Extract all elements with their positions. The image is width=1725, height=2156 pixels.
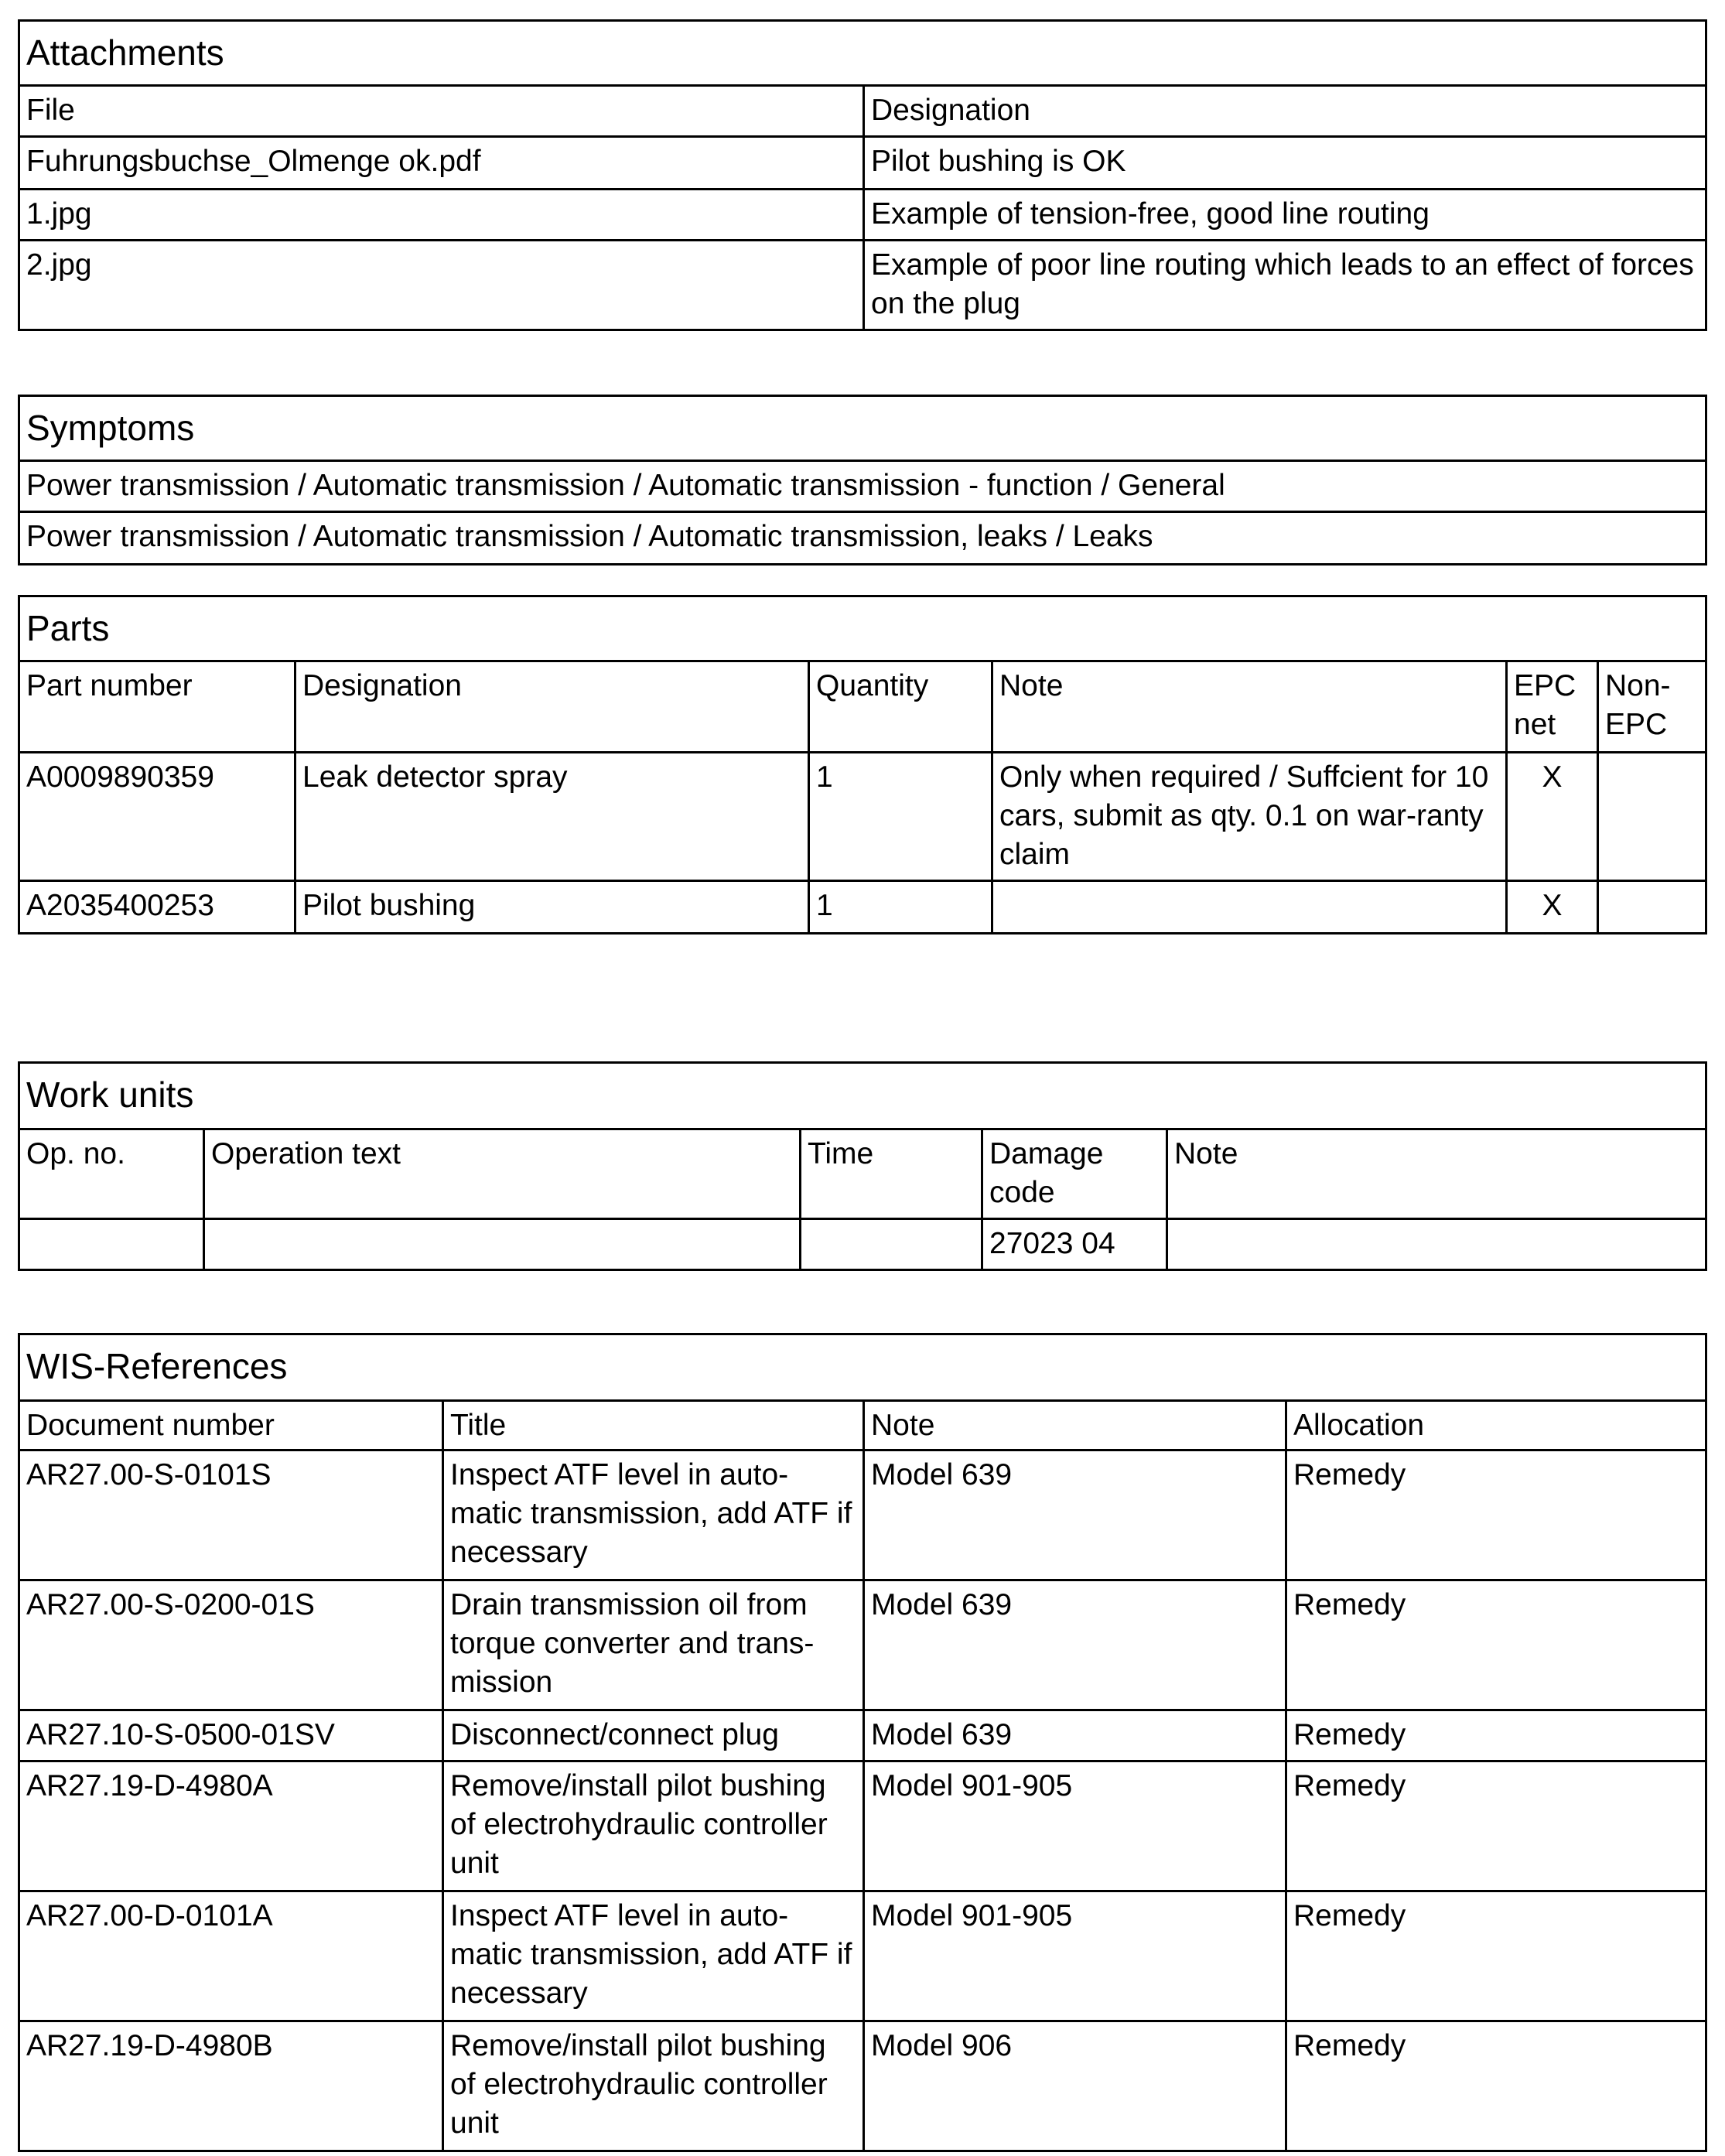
column-header: Designation bbox=[295, 661, 809, 753]
cell: 1 bbox=[809, 881, 992, 934]
cell: Remedy bbox=[1286, 1450, 1706, 1580]
table-row bbox=[19, 461, 1706, 512]
cell: Example of poor line routing which leads to an effect of forces on the plug bbox=[864, 241, 1706, 330]
table-row bbox=[19, 1710, 1706, 1761]
cell: Leak detector spray bbox=[295, 753, 809, 881]
table-row bbox=[19, 1450, 1706, 1580]
column-header: Damage code bbox=[982, 1129, 1167, 1219]
cell: Power transmission / Automatic transmission / Automatic transmission, leaks / Leaks bbox=[19, 512, 1706, 565]
cell bbox=[204, 1219, 801, 1270]
column-header: Part number bbox=[19, 661, 295, 753]
column-header: Note bbox=[864, 1401, 1286, 1450]
cell: Remedy bbox=[1286, 1580, 1706, 1710]
column-header: Allocation bbox=[1286, 1401, 1706, 1450]
cell: X bbox=[1507, 881, 1598, 934]
cell bbox=[801, 1219, 982, 1270]
column-header: Time bbox=[801, 1129, 982, 1219]
column-header: Document number bbox=[19, 1401, 443, 1450]
section-title: Work units bbox=[19, 1063, 1706, 1129]
cell bbox=[1167, 1219, 1706, 1270]
cell: Disconnect/connect plug bbox=[443, 1710, 864, 1761]
header-row bbox=[19, 1129, 1706, 1219]
table-row bbox=[19, 137, 1706, 190]
column-header: Note bbox=[992, 661, 1507, 753]
cell: Remedy bbox=[1286, 1891, 1706, 2021]
attachments-table bbox=[18, 19, 1707, 331]
cell: Model 906 bbox=[864, 2021, 1286, 2151]
document-number[interactable]: AR27.00-S-0200-01S bbox=[19, 1580, 443, 1710]
file-link[interactable]: 2.jpg bbox=[19, 241, 864, 330]
table-row bbox=[19, 241, 1706, 330]
table-row bbox=[19, 753, 1706, 881]
cell: Remedy bbox=[1286, 2021, 1706, 2151]
cell bbox=[992, 881, 1507, 934]
cell: A2035400253 bbox=[19, 881, 295, 934]
section-title: Parts bbox=[19, 596, 1706, 661]
header-row bbox=[19, 661, 1706, 753]
column-header: Designation bbox=[864, 86, 1706, 137]
cell: Model 901-905 bbox=[864, 1891, 1286, 2021]
cell: Inspect ATF level in auto-matic transmission, add ATF if necessary bbox=[443, 1450, 864, 1580]
column-header: Operation text bbox=[204, 1129, 801, 1219]
document-number[interactable]: AR27.19-D-4980B bbox=[19, 2021, 443, 2151]
table-row bbox=[19, 512, 1706, 565]
cell: Power transmission / Automatic transmission / Automatic transmission - function / General bbox=[19, 461, 1706, 512]
cell: Example of tension-free, good line routing bbox=[864, 190, 1706, 241]
column-header: Non-EPC bbox=[1598, 661, 1706, 753]
cell: Remedy bbox=[1286, 1761, 1706, 1891]
section-title: Symptoms bbox=[19, 396, 1706, 461]
table-row bbox=[19, 2021, 1706, 2151]
parts-table bbox=[18, 595, 1707, 934]
cell: Model 639 bbox=[864, 1710, 1286, 1761]
cell: Model 639 bbox=[864, 1450, 1286, 1580]
cell: Drain transmission oil from torque converter and trans-mission bbox=[443, 1580, 864, 1710]
file-link[interactable]: Fuhrungsbuchse_Olmenge ok.pdf bbox=[19, 137, 864, 190]
cell bbox=[19, 1219, 204, 1270]
wis-references-table bbox=[18, 1333, 1707, 2152]
table-row bbox=[19, 190, 1706, 241]
table-row bbox=[19, 1761, 1706, 1891]
work-units-table bbox=[18, 1061, 1707, 1271]
document-number[interactable]: AR27.10-S-0500-01SV bbox=[19, 1710, 443, 1761]
cell: Pilot bushing bbox=[295, 881, 809, 934]
table-row bbox=[19, 1891, 1706, 2021]
section-title: Attachments bbox=[19, 21, 1706, 86]
column-header: EPC net bbox=[1507, 661, 1598, 753]
column-header: Title bbox=[443, 1401, 864, 1450]
document-number[interactable]: AR27.00-D-0101A bbox=[19, 1891, 443, 2021]
document-number[interactable]: AR27.19-D-4980A bbox=[19, 1761, 443, 1891]
cell: Model 901-905 bbox=[864, 1761, 1286, 1891]
column-header: Quantity bbox=[809, 661, 992, 753]
column-header: Op. no. bbox=[19, 1129, 204, 1219]
symptoms-table bbox=[18, 395, 1707, 565]
cell: A0009890359 bbox=[19, 753, 295, 881]
section-title: WIS-References bbox=[19, 1334, 1706, 1401]
cell: 27023 04 bbox=[982, 1219, 1167, 1270]
cell: Only when required / Suffcient for 10 cars, submit as qty. 0.1 on war-ranty claim bbox=[992, 753, 1507, 881]
cell: 1 bbox=[809, 753, 992, 881]
cell: Remedy bbox=[1286, 1710, 1706, 1761]
file-link[interactable]: 1.jpg bbox=[19, 190, 864, 241]
column-header: Note bbox=[1167, 1129, 1706, 1219]
table-row bbox=[19, 1580, 1706, 1710]
cell: X bbox=[1507, 753, 1598, 881]
cell: Model 639 bbox=[864, 1580, 1286, 1710]
cell bbox=[1598, 753, 1706, 881]
header-row bbox=[19, 86, 1706, 137]
cell: Remove/install pilot bushing of electrohydraulic controller unit bbox=[443, 1761, 864, 1891]
table-row bbox=[19, 1219, 1706, 1270]
column-header: File bbox=[19, 86, 864, 137]
header-row bbox=[19, 1401, 1706, 1450]
cell bbox=[1598, 881, 1706, 934]
table-row bbox=[19, 881, 1706, 934]
cell: Remove/install pilot bushing of electrohydraulic controller unit bbox=[443, 2021, 864, 2151]
cell: Inspect ATF level in auto-matic transmission, add ATF if necessary bbox=[443, 1891, 864, 2021]
cell: Pilot bushing is OK bbox=[864, 137, 1706, 190]
document-number[interactable]: AR27.00-S-0101S bbox=[19, 1450, 443, 1580]
